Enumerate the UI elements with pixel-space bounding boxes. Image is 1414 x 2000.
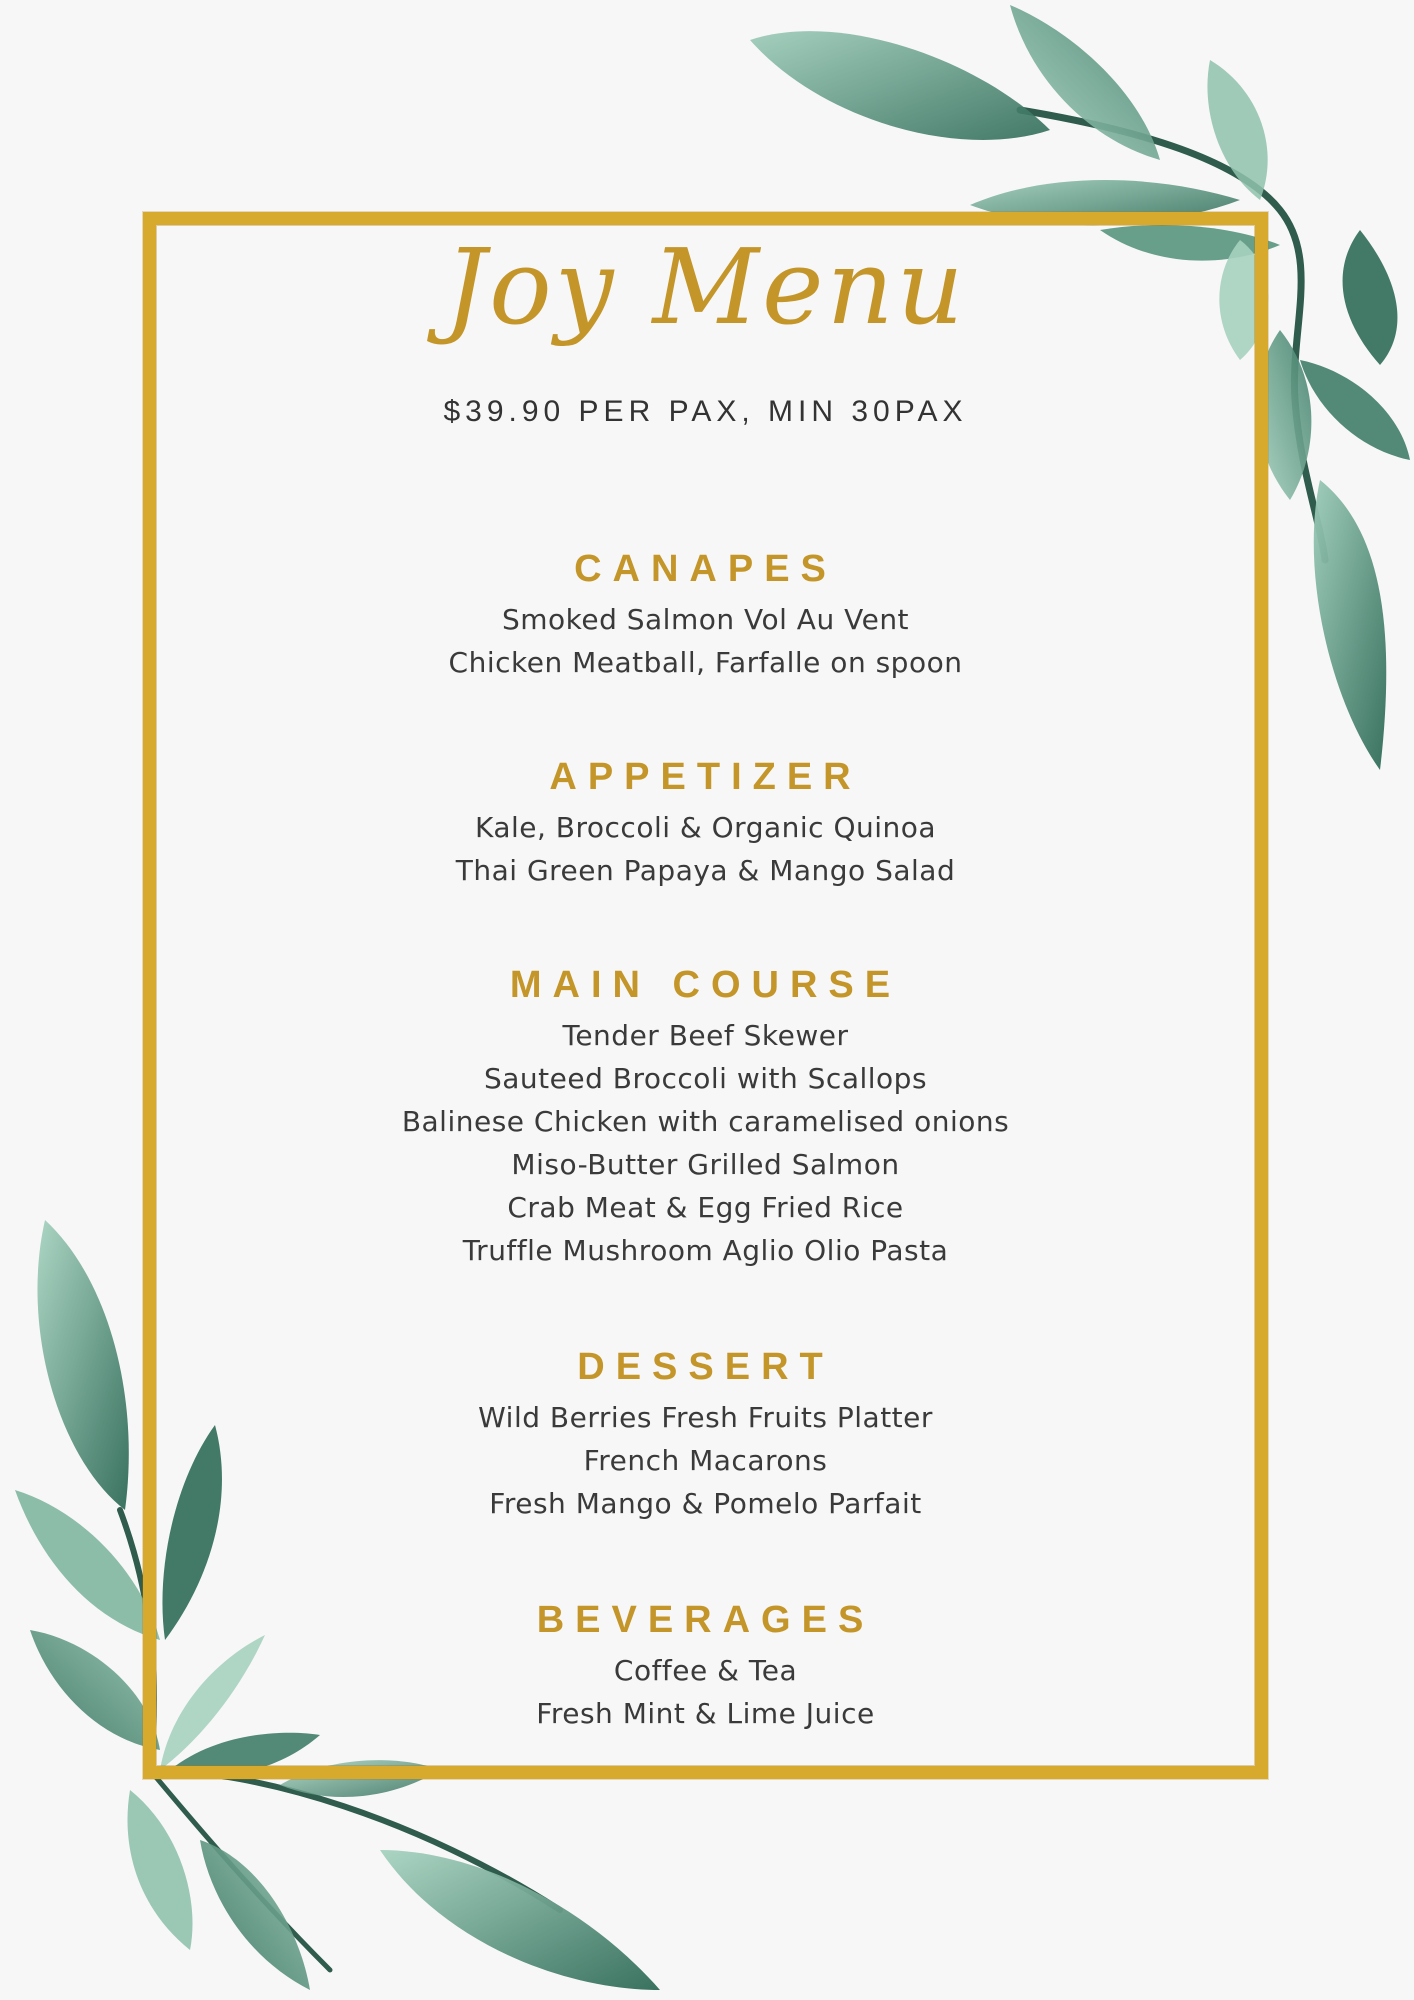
menu-item: French Macarons	[583, 1444, 828, 1477]
section-beverages	[143, 1597, 1268, 1735]
menu-item: Balinese Chicken with caramelised onions	[401, 1105, 1010, 1138]
price-line: $39.90 PER PAX, MIN 30PAX	[443, 395, 968, 428]
menu-item: Miso-Butter Grilled Salmon	[511, 1148, 900, 1181]
menu-item: Kale, Broccoli & Organic Quinoa	[474, 811, 937, 844]
menu-title: Joy Menu	[444, 226, 967, 348]
section-appetizer	[143, 754, 1268, 892]
menu-item: Tender Beef Skewer	[562, 1019, 849, 1052]
menu-item: Coffee & Tea	[613, 1654, 798, 1687]
section-canapes	[143, 546, 1268, 684]
section-dessert	[143, 1344, 1268, 1525]
menu-item: Chicken Meatball, Farfalle on spoon	[448, 646, 963, 679]
section-heading: APPETIZER	[549, 756, 862, 798]
menu-item: Wild Berries Fresh Fruits Platter	[478, 1401, 933, 1434]
menu-item: Sauteed Broccoli with Scallops	[483, 1062, 928, 1095]
section-heading: MAIN COURSE	[509, 964, 902, 1006]
menu-item: Fresh Mango & Pomelo Parfait	[489, 1487, 922, 1520]
section-heading: CANAPES	[574, 548, 837, 590]
menu-item: Fresh Mint & Lime Juice	[536, 1697, 875, 1730]
section-heading: DESSERT	[577, 1346, 834, 1388]
section-heading: BEVERAGES	[536, 1599, 875, 1641]
menu-card	[143, 212, 1268, 1779]
section-main-course	[143, 962, 1268, 1272]
menu-item: Smoked Salmon Vol Au Vent	[501, 603, 910, 636]
menu-item: Crab Meat & Egg Fried Rice	[507, 1191, 904, 1224]
menu-item: Thai Green Papaya & Mango Salad	[455, 854, 956, 887]
menu-item: Truffle Mushroom Aglio Olio Pasta	[462, 1234, 949, 1267]
